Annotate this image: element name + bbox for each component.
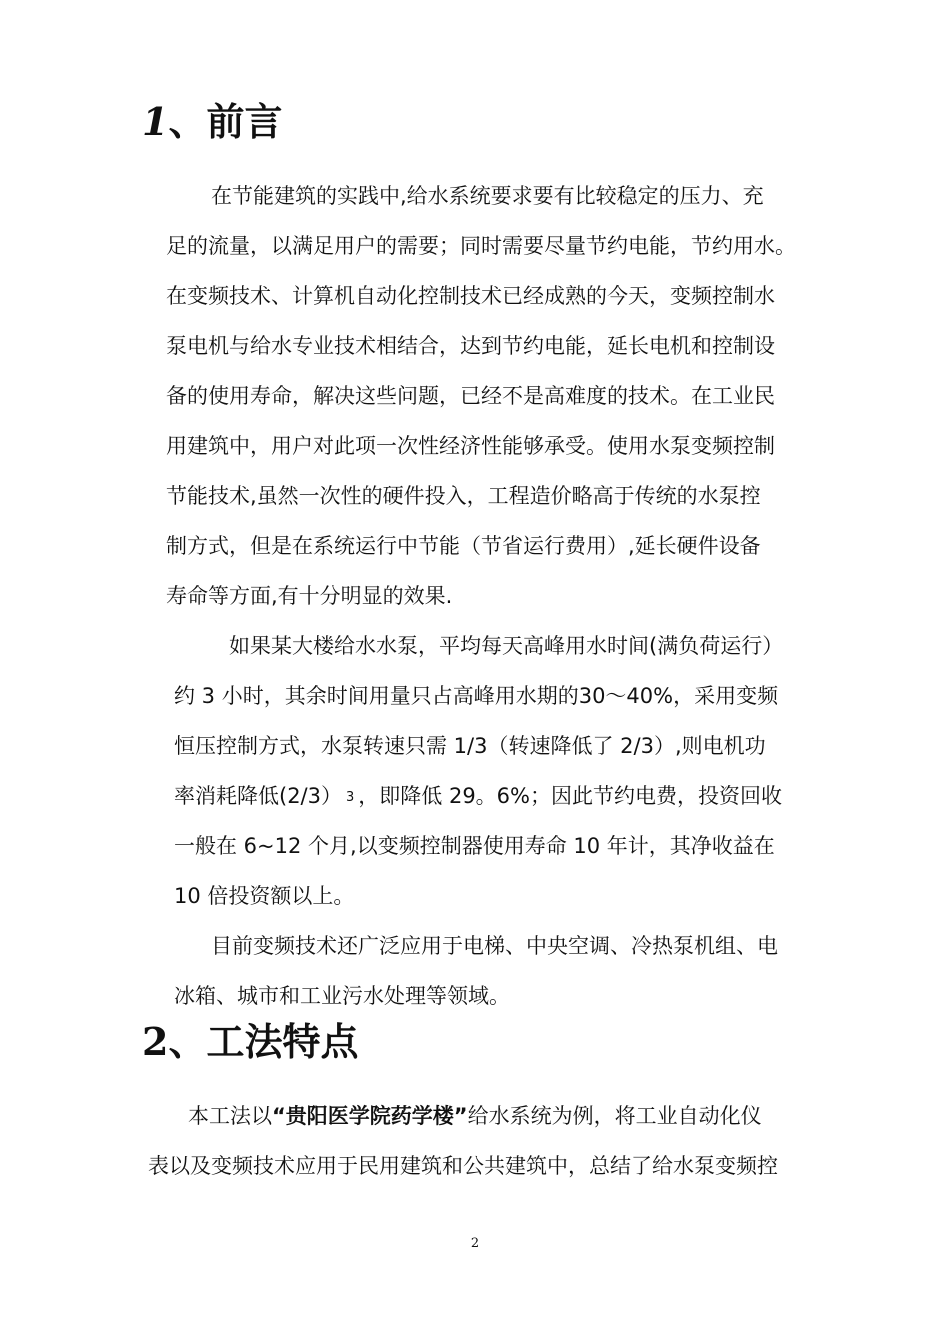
paragraph-line: 如果某大楼给水水泵，平均每天高峰用水时间(满负荷运行） — [229, 634, 784, 658]
paragraph-line: 恒压控制方式，水泵转速只需 1/3（转速降低了 2/3）,则电机功 — [174, 734, 766, 758]
paragraph-line: 表以及变频技术应用于民用建筑和公共建筑中，总结了给水泵变频控 — [148, 1154, 778, 1178]
paragraph-line: 在变频技术、计算机自动化控制技术已经成熟的今天，变频控制水 — [166, 284, 775, 308]
paragraph-line: 冰箱、城市和工业污水处理等领域。 — [174, 984, 510, 1008]
paragraph-line: 备的使用寿命，解决这些问题，已经不是高难度的技术。在工业民 — [166, 384, 775, 408]
text-run: 给水系统为例，将工业自动化仪 — [467, 1104, 762, 1128]
page-number: 2 — [470, 1236, 480, 1251]
text-run: 本工法以 — [188, 1104, 272, 1128]
section-1-number: 1 — [142, 99, 169, 144]
paragraph-line: 目前变频技术还广泛应用于电梯、中央空调、冷热泵机组、电 — [211, 934, 778, 958]
paragraph-line: 一般在 6~12 个月,以变频控制器使用寿命 10 年计，其净收益在 — [174, 834, 775, 858]
paragraph-line: 约 3 小时，其余时间用量只占高峰用水期的30～40%，采用变频 — [174, 684, 779, 708]
superscript: 3 — [346, 790, 355, 805]
section-2-number: 2 — [142, 1019, 169, 1064]
paragraph-line — [174, 782, 782, 814]
emphasized-project-name: “贵阳医学院药学楼” — [272, 1104, 468, 1128]
section-1-title: 、前言 — [168, 99, 283, 144]
paragraph-line: 10 倍投资额以上。 — [174, 884, 355, 908]
text-run: 率消耗降低(2/3） — [174, 784, 342, 808]
paragraph-line — [188, 1102, 762, 1130]
section-1-heading — [142, 98, 282, 146]
paragraph-line: 用建筑中，用户对此项一次性经济性能够承受。使用水泵变频控制 — [166, 434, 775, 458]
paragraph-line: 在节能建筑的实践中,给水系统要求要有比较稳定的压力、充 — [211, 184, 764, 208]
paragraph-line: 制方式，但是在系统运行中节能（节省运行费用）,延长硬件设备 — [166, 534, 761, 558]
section-2-title: 、工法特点 — [168, 1019, 359, 1064]
text-run: ，即降低 29。6%；因此节约电费，投资回收 — [358, 784, 782, 808]
paragraph-line: 泵电机与给水专业技术相结合，达到节约电能，延长电机和控制设 — [166, 334, 775, 358]
paragraph-line: 寿命等方面,有十分明显的效果. — [166, 584, 453, 608]
section-2-heading — [142, 1018, 358, 1066]
paragraph-line: 足的流量，以满足用户的需要；同时需要尽量节约电能，节约用水。 — [166, 234, 796, 258]
paragraph-line: 节能技术,虽然一次性的硬件投入，工程造价略高于传统的水泵控 — [166, 484, 761, 508]
